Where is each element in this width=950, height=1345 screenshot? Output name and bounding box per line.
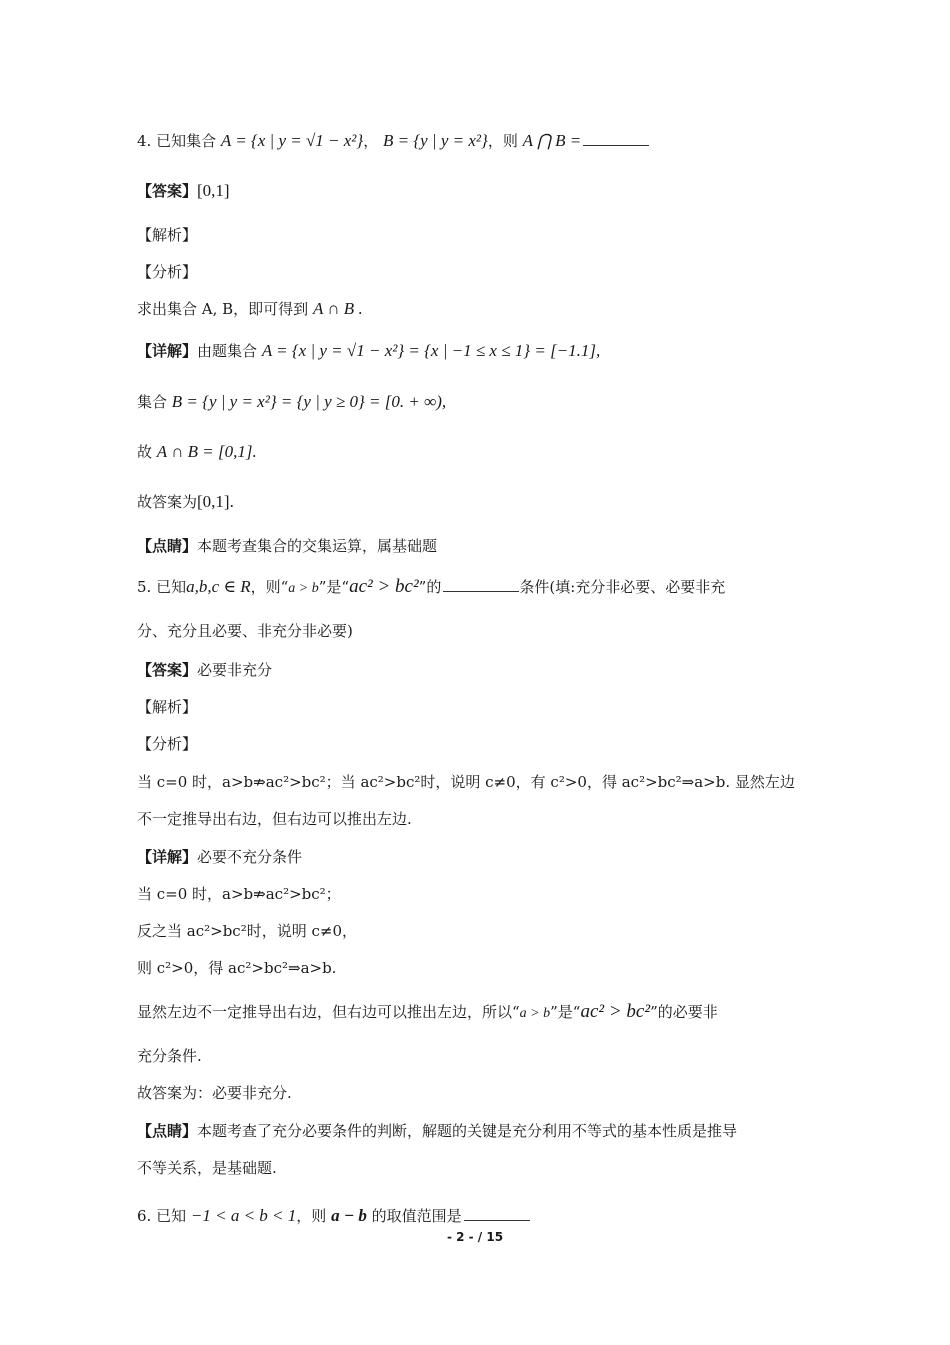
q5-detail-1: 当 c=0 时，a>b⇏ac²>bc²； (137, 885, 341, 903)
q5-dianjing-line (137, 1120, 737, 1142)
q5-detail-4 (137, 1001, 718, 1025)
q5-d4-text-b: ”是“ (550, 1003, 581, 1021)
page-number: - 2 - / 15 (446, 1230, 504, 1244)
q6-math-2: a − b (331, 1206, 367, 1225)
q4-setb-text: 集合 (137, 393, 168, 411)
q4-set-b: B = {y | y = x²} (382, 131, 488, 150)
q6-blank (464, 1206, 530, 1221)
q4-dianjing-line (137, 535, 437, 557)
q4-so-math: A ∩ B = [0,1]. (156, 442, 257, 461)
q5-d4-math-2: ac² > bc² (580, 1001, 651, 1022)
q4-set-a: A = {x | y = √1 − x²} (220, 131, 364, 150)
q6-prefix: 6. 已知 (137, 1207, 187, 1225)
q5-answer-value: 必要非充分 (197, 661, 273, 679)
q5-math-acbc: ac² > bc² (349, 576, 419, 597)
q5-fenxi-l1: 当 c=0 时，a>b⇏ac²>bc²；当 ac²>bc²时，说明 c≠0，有 c²>0，得 ac²>bc²⇒a>b. 显然左边 (137, 773, 795, 791)
q5-math-ab: a > b (288, 581, 319, 596)
q4-detail-text: 由题集合 (197, 342, 258, 360)
q6-suffix: 的取值范围是 (371, 1207, 462, 1225)
q5-text-c: ”是“ (318, 578, 350, 596)
q4-jiexi: 【解析】 (137, 226, 198, 244)
q5-detail-2: 反之当 ac²>bc²时，说明 c≠0， (137, 922, 357, 940)
q5-final: 故答案为：必要非充分. (137, 1084, 292, 1102)
q5-detail-5: 充分条件. (137, 1047, 202, 1065)
dianjing-tag: 【点睛】 (137, 537, 198, 555)
q4-then: ，则 (487, 132, 518, 150)
q5-d4-math-1: a > b (519, 1006, 551, 1021)
q5-prefix: 5. 已知 (137, 578, 187, 596)
q5-line-1 (137, 576, 725, 600)
answer-tag: 【答案】 (137, 661, 198, 679)
q5-dianjing-l1: 本题考查了充分必要条件的判断，解题的关键是充分利用不等式的基本性质是推导 (197, 1122, 738, 1140)
q4-ask: A ⋂ B = (522, 131, 582, 150)
q5-math-abc: a,b,c ∈ R (186, 577, 251, 596)
detail-tag: 【详解】 (137, 342, 198, 360)
q5-text-b: ，则“ (250, 578, 289, 596)
q5-d4-text-a: 显然左边不一定推导出右边，但右边可以推出左边，所以“ (137, 1003, 520, 1021)
q4-detail-math: A = {x | y = √1 − x²} = {x | −1 ≤ x ≤ 1} = [−1.1], (261, 341, 601, 360)
q4-answer-value: [0,1] (197, 181, 230, 200)
q4-final-line (137, 491, 234, 513)
q5-text-d: ”的 (418, 578, 442, 596)
q5-dianjing-l2: 不等关系，是基础题. (137, 1159, 277, 1177)
q4-final-text: 故答案为 (137, 493, 198, 511)
q4-so-text: 故 (137, 443, 153, 461)
q4-fenxi-math: A ∩ B . (312, 299, 363, 318)
q4-fenxi-line (137, 298, 363, 320)
q5-d4-text-c: ”的必要非 (650, 1003, 718, 1021)
q6-mid: ，则 (296, 1207, 327, 1225)
answer-tag: 【答案】 (137, 182, 198, 200)
q6-math: −1 < a < b < 1 (190, 1206, 297, 1225)
q5-detail-3: 则 c²>0，得 ac²>bc²⇒a>b. (137, 959, 337, 977)
q4-line: 4. 已知集合 A = {x | y = √1 − x²}， B = {y | y = x²}，则 A ⋂ B = (137, 130, 649, 152)
q4-answer-line (137, 180, 230, 202)
q5-text-e: 条件(填:充分非必要、必要非充 (519, 578, 726, 596)
q4-dianjing-text: 本题考查集合的交集运算，属基础题 (197, 537, 438, 555)
q4-fenxi-text: 求出集合 A, B，即可得到 (137, 300, 309, 318)
q5-fenxi: 【分析】 (137, 735, 198, 753)
q5-jiexi: 【解析】 (137, 698, 198, 716)
q5-fenxi-l2: 不一定推导出右边，但右边可以推出左边. (137, 810, 412, 828)
q4-setb-line (137, 391, 446, 413)
q4-prefix: 4. 已知集合 (137, 132, 217, 150)
q5-detail-line (137, 846, 302, 868)
q4-setb-math: B = {y | y = x²} = {y | y ≥ 0} = [0. + ∞), (171, 392, 447, 411)
detail-tag: 【详解】 (137, 848, 198, 866)
q4-fenxi: 【分析】 (137, 263, 198, 281)
q5-answer-line (137, 659, 272, 681)
q5-detail-text: 必要不充分条件 (197, 848, 303, 866)
dianjing-tag: 【点睛】 (137, 1122, 198, 1140)
q5-blank (443, 577, 519, 592)
q4-final-math: [0,1]. (197, 492, 234, 511)
q4-blank (583, 131, 649, 146)
q4-detail-line (137, 340, 600, 362)
q6-line (137, 1205, 530, 1227)
q5-line-2: 分、充分且必要、非充分非必要) (137, 622, 353, 640)
q4-so-line (137, 441, 257, 463)
